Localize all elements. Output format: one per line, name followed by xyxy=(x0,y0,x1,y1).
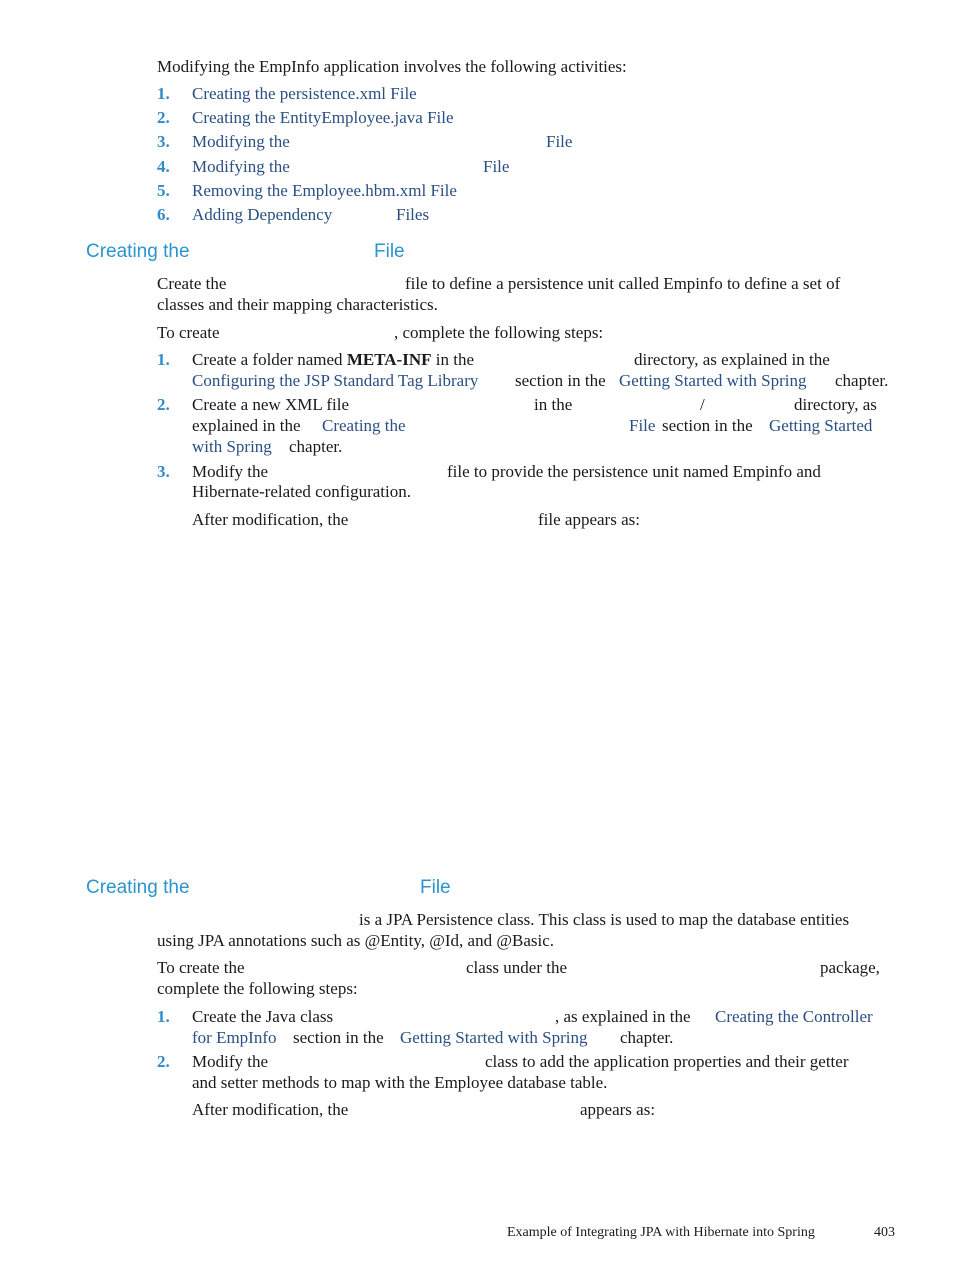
link-getting-started[interactable]: Getting Started with Spring xyxy=(400,1028,588,1047)
link-removing-hbm[interactable]: Removing the Employee.hbm.xml File xyxy=(192,181,457,200)
step-text: file to provide the persistence unit named Empinfo and xyxy=(447,462,821,481)
list-number: 4. xyxy=(157,157,170,176)
list-number: 3. xyxy=(157,132,170,151)
list-number: 2. xyxy=(157,108,170,127)
paragraph-text: To create xyxy=(157,323,220,342)
list-number: 5. xyxy=(157,181,170,200)
paragraph-text: complete the following steps: xyxy=(157,979,358,998)
step-text xyxy=(192,349,474,370)
step-text: section in the xyxy=(293,1028,384,1047)
footer-title: Example of Integrating JPA with Hibernate into Spring xyxy=(507,1225,815,1240)
section-heading-end: File xyxy=(420,877,451,898)
link-creating-controller-end[interactable]: for EmpInfo xyxy=(192,1028,277,1047)
section-heading: Creating the xyxy=(86,877,190,898)
link-getting-started-end[interactable]: with Spring xyxy=(192,437,272,456)
paragraph-text: Create the xyxy=(157,274,227,293)
step-text: Create a new XML file xyxy=(192,395,350,414)
step-number: 3. xyxy=(157,462,170,481)
section-heading: Creating the xyxy=(86,241,190,262)
link-modifying-file-b-end[interactable]: File xyxy=(483,157,510,176)
step-text: Create the Java class xyxy=(192,1007,334,1026)
step-text: appears as: xyxy=(580,1100,656,1119)
link-creating-entityemployee[interactable]: Creating the EntityEmployee.java File xyxy=(192,108,454,127)
link-creating-the-file[interactable]: File xyxy=(629,416,656,435)
step-text: chapter. xyxy=(835,371,889,390)
paragraph-text: file to define a persistence unit called Empinfo to define a set of xyxy=(405,274,841,293)
list-number: 6. xyxy=(157,205,170,224)
paragraph-text: class under the xyxy=(466,958,568,977)
link-creating-persistence-xml[interactable]: Creating the persistence.xml File xyxy=(192,84,417,103)
step-text: Modify the xyxy=(192,1052,269,1071)
step-text: section in the xyxy=(662,416,753,435)
page-number: 403 xyxy=(874,1225,895,1240)
step-text: directory, as explained in the xyxy=(634,350,830,369)
step-text: chapter. xyxy=(620,1028,674,1047)
step-text: After modification, the xyxy=(192,510,349,529)
link-adding-dependency-end[interactable]: Files xyxy=(396,205,430,224)
paragraph-text: is a JPA Persistence class. This class is used to map the database entities xyxy=(359,910,850,929)
link-getting-started[interactable]: Getting Started xyxy=(769,416,873,435)
list-number: 1. xyxy=(157,84,170,103)
paragraph-text: , complete the following steps: xyxy=(394,323,604,342)
paragraph-text: To create the xyxy=(157,958,245,977)
step-text: in the xyxy=(431,350,474,369)
link-modifying-file-b[interactable]: Modifying the xyxy=(192,157,290,176)
step-text: explained in the xyxy=(192,416,301,435)
step-number: 2. xyxy=(157,395,170,414)
link-adding-dependency[interactable]: Adding Dependency xyxy=(192,205,333,224)
step-text: directory, as xyxy=(794,395,877,414)
paragraph-text: classes and their mapping characteristics. xyxy=(157,295,438,314)
step-number: 1. xyxy=(157,350,170,369)
intro-text: Modifying the EmpInfo application involves the following activities: xyxy=(157,57,627,76)
step-text: file appears as: xyxy=(538,510,640,529)
step-number: 1. xyxy=(157,1007,170,1026)
link-getting-started[interactable]: Getting Started with Spring xyxy=(619,371,807,390)
link-modifying-file-a[interactable]: Modifying the xyxy=(192,132,290,151)
step-text: After modification, the xyxy=(192,1100,349,1119)
link-creating-the[interactable]: Creating the xyxy=(322,416,406,435)
step-text: in the xyxy=(534,395,573,414)
folder-name: META-INF xyxy=(346,350,432,369)
step-text: Hibernate-related configuration. xyxy=(192,482,412,501)
step-text: , as explained in the xyxy=(555,1007,691,1026)
step-text: Create a folder named xyxy=(192,350,347,369)
section-heading-end: File xyxy=(374,241,405,262)
link-configuring-jsp[interactable]: Configuring the JSP Standard Tag Library xyxy=(192,371,479,390)
paragraph-text: using JPA annotations such as @Entity, @Id, and @Basic. xyxy=(157,931,555,950)
link-creating-controller[interactable]: Creating the Controller xyxy=(715,1007,873,1026)
step-text: and setter methods to map with the Employee database table. xyxy=(192,1073,608,1092)
link-modifying-file-a-end[interactable]: File xyxy=(546,132,573,151)
step-text: Modify the xyxy=(192,462,269,481)
step-text: class to add the application properties and their getter xyxy=(485,1052,849,1071)
step-number: 2. xyxy=(157,1052,170,1071)
paragraph-text: package, xyxy=(820,958,880,977)
step-text: section in the xyxy=(515,371,606,390)
step-text: / xyxy=(700,395,705,414)
step-text: chapter. xyxy=(289,437,343,456)
